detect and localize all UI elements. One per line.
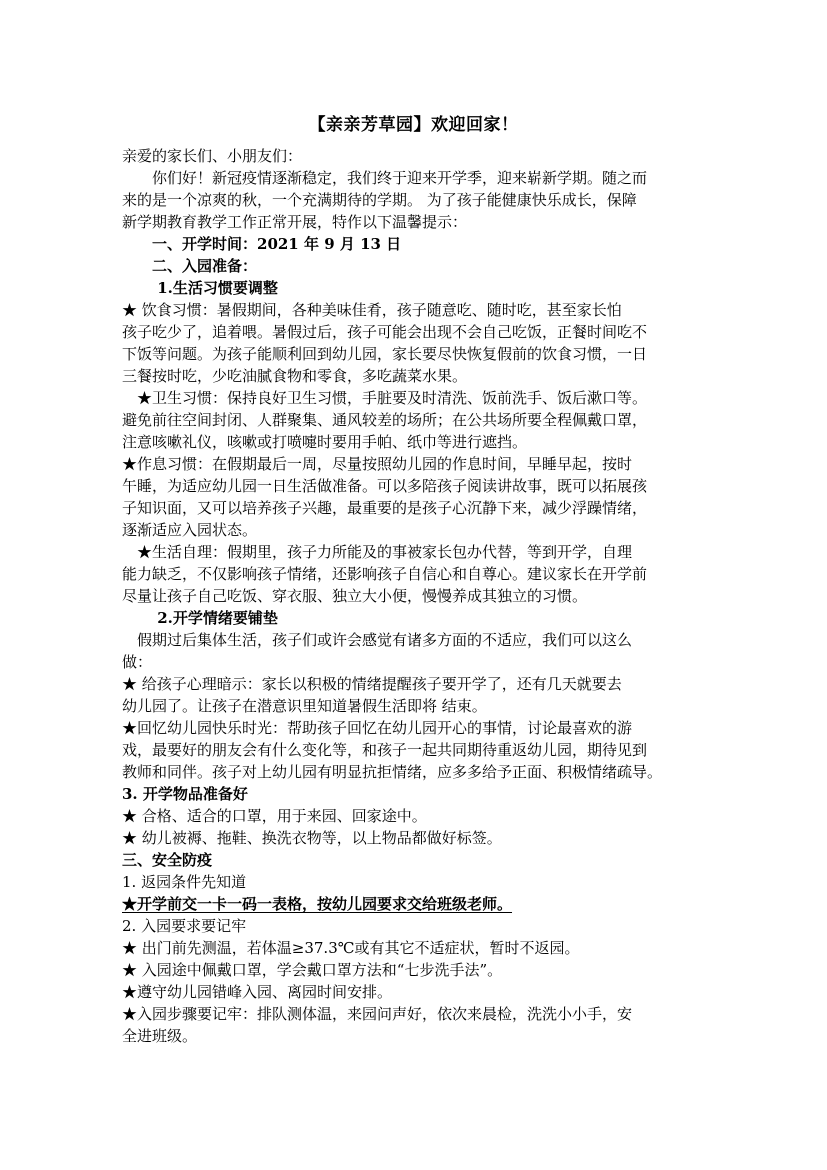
intro-line-1: 你们好！新冠疫情逐渐稳定，我们终于迎来开学季，迎来崭新学期。随之而 [122,169,648,187]
section-preparation: 二、入园准备： [122,257,258,275]
greeting: 亲爱的家长们、小朋友们： [122,147,303,165]
memory-line-2: 戏，最要好的朋友会有什么变化等，和孩子一起共同期待重返幼儿园，期待见到 [122,741,648,759]
rule-steps-line-1: ★入园步骤要记牢：排队测体温，来园问声好，依次来晨检，洗洗小小手，安 [122,1005,633,1023]
return-requirement: ★开学前交一卡一码一表格，按幼儿园要求交给班级老师。 [122,895,513,913]
hint-line-2: 幼儿园了。让孩子在潜意识里知道暑假生活即将 结束。 [122,697,487,715]
hygiene-line-2: 避免前往空间封闭、人群聚集、通风较差的场所；在公共场所要全程佩戴口罩， [122,411,648,429]
emotion-intro-line-1: 假期过后集体生活，孩子们或许会感觉有诸多方面的不适应，我们可以这么 [122,631,633,649]
subsection-habits: 1.生活习惯要调整 [122,279,278,297]
schedule-line-2: 午睡，为适应幼儿园一日生活做准备。可以多陪孩子阅读讲故事，既可以拓展孩 [122,477,648,495]
intro-line-2: 来的是一个凉爽的秋，一个充满期待的学期。 为了孩子能健康快乐成长，保障 [122,191,637,209]
document-title: 【亲亲芳草园】欢迎回家！ [308,115,519,135]
selfcare-line-3: 尽量让孩子自己吃饭、穿衣服、独立大小便，慢慢养成其独立的习惯。 [122,587,588,605]
diet-line-3: 下饭等问题。为孩子能顺利回到幼儿园，家长要尽快恢复假前的饮食习惯，一日 [122,345,648,363]
subsection-supplies: 3. 开学物品准备好 [122,785,248,803]
memory-line-1: ★回忆幼儿园快乐时光：帮助孩子回忆在幼儿园开心的事情，讨论最喜欢的游 [122,719,633,737]
subsection-entry-rules: 2. 入园要求要记牢 [122,917,247,935]
rule-steps-line-2: 全进班级。 [122,1027,198,1045]
hygiene-line-3: 注意咳嗽礼仪，咳嗽或打喷嚏时要用手帕、纸巾等进行遮挡。 [122,433,528,451]
rule-staggered-time: ★遵守幼儿园错峰入园、离园时间安排。 [122,983,393,1001]
diet-line-2: 孩子吃少了，追着喂。暑假过后，孩子可能会出现不会自己吃饭，正餐时间吃不 [122,323,648,341]
schedule-line-4: 逐渐适应入园状态。 [122,521,258,539]
selfcare-line-2: 能力缺乏，不仅影响孩子情绪，还影响孩子自信心和自尊心。建议家长在开学前 [122,565,648,583]
subsection-emotion: 2.开学情绪要铺垫 [122,609,278,627]
supplies-mask: ★ 合格、适合的口罩，用于来园、回家途中。 [122,807,427,825]
schedule-line-1: ★作息习惯：在假期最后一周，尽量按照幼儿园的作息时间，早睡早起，按时 [122,455,633,473]
subsection-return-conditions: 1. 返园条件先知道 [122,873,247,891]
hint-line-1: ★ 给孩子心理暗示：家长以积极的情绪提醒孩子要开学了，还有几天就要去 [122,675,622,693]
diet-line-1: ★ 饮食习惯：暑假期间，各种美味佳肴，孩子随意吃、随时吃，甚至家长怕 [122,301,622,319]
rule-mask: ★ 入园途中佩戴口罩，学会戴口罩方法和“七步洗手法”。 [122,961,503,979]
section-safety: 三、安全防疫 [122,851,213,869]
hygiene-line-1: ★卫生习惯：保持良好卫生习惯，手脏要及时清洗、饭前洗手、饭后漱口等。 [122,389,648,407]
emotion-intro-line-2: 做： [122,653,153,671]
memory-line-3: 教师和同伴。孩子对上幼儿园有明显抗拒情绪，应多多给予正面、积极情绪疏导。 [122,763,663,781]
intro-line-3: 新学期教育教学工作正常开展，特作以下温馨提示： [122,213,468,231]
rule-temperature: ★ 出门前先测温，若体温≥37.3℃或有其它不适症状，暂时不返园。 [122,939,580,957]
diet-line-4: 三餐按时吃，少吃油腻食物和零食，多吃蔬菜水果。 [122,367,468,385]
section-start-date: 一、开学时间：2021 年 9 月 13 日 [122,235,402,253]
supplies-bedding: ★ 幼儿被褥、拖鞋、换洗衣物等，以上物品都做好标签。 [122,829,502,847]
schedule-line-3: 子知识面，又可以培养孩子兴趣，最重要的是孩子心沉静下来，减少浮躁情绪， [122,499,648,517]
selfcare-line-1: ★生活自理：假期里，孩子力所能及的事被家长包办代替，等到开学，自理 [122,543,633,561]
